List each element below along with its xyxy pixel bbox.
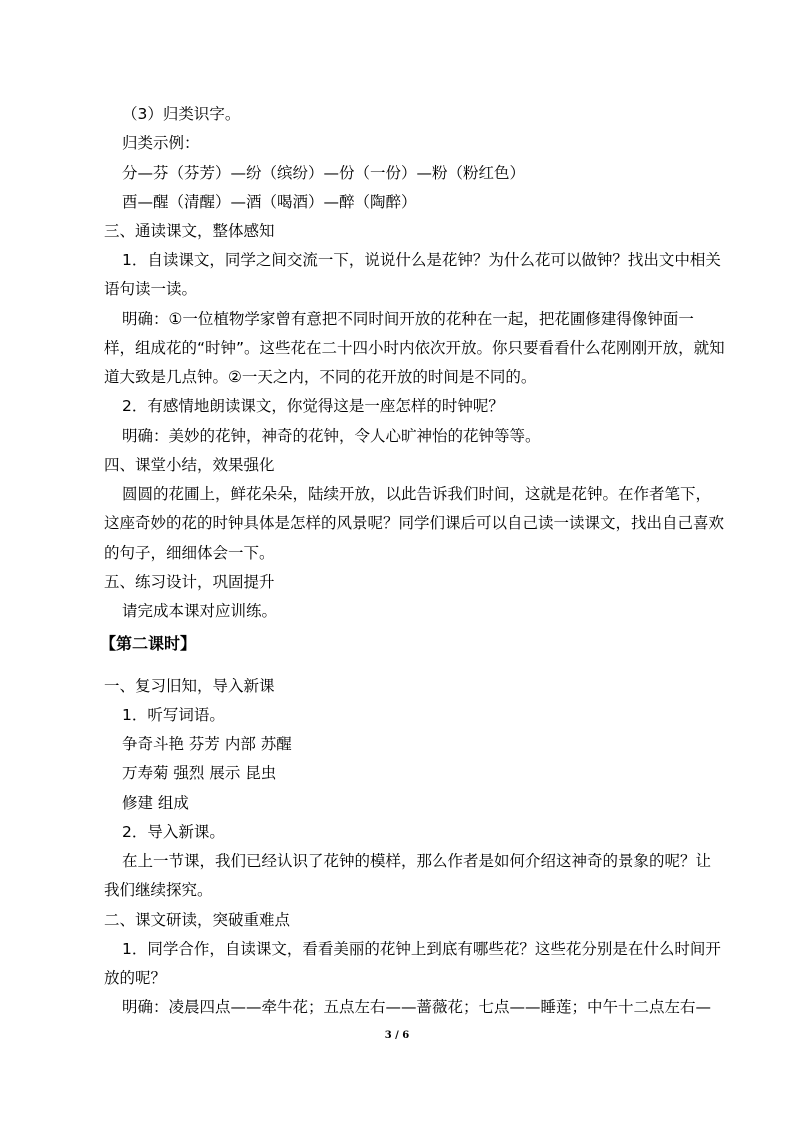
page-number: 3 / 6 [384, 1030, 410, 1041]
text-line: 2．导入新课。 [122, 823, 225, 841]
text-line: 我们继续探究。 [104, 881, 213, 899]
text-line: （3）归类识字。 [122, 105, 241, 123]
text-line: 明确：①一位植物学家曾有意把不同时间开放的花种在一起，把花圃修建得像钟面一 [122, 310, 694, 328]
text-line: 2．有感情地朗读课文，你觉得这是一座怎样的时钟呢？ [122, 397, 504, 415]
text-line: 语句读一读。 [104, 280, 198, 298]
text-line: 1．听写词语。 [122, 706, 225, 724]
text-line: 酉—醒（清醒）—酒（喝酒）—醉（陶醉） [122, 193, 417, 211]
text-line: 的句子，细细体会一下。 [104, 544, 275, 562]
text-line: 1．自读课文，同学之间交流一下，说说什么是花钟？为什么花可以做钟？找出文中相关 [122, 251, 721, 269]
vocab-line: 万寿菊 强烈 展示 昆虫 [122, 764, 277, 782]
text-line: 在上一节课，我们已经认识了花钟的模样，那么作者是如何介绍这神奇的景象的呢？让 [122, 852, 712, 870]
text-line: 圆圆的花圃上，鲜花朵朵，陆续开放，以此告诉我们时间，这就是花钟。在作者笔下， [122, 485, 712, 503]
text-line: 1．同学合作，自读课文，看看美丽的花钟上到底有哪些花？这些花分别是在什么时间开 [122, 940, 721, 958]
section-heading: 四、课堂小结，效果强化 [104, 456, 275, 474]
section-heading: 五、练习设计，巩固提升 [104, 573, 275, 591]
text-line: 明确：凌晨四点——牵牛花；五点左右——蔷薇花；七点——睡莲；中午十二点左右— [122, 998, 712, 1016]
section-heading: 三、通读课文，整体感知 [104, 222, 275, 240]
vocab-line: 修建 组成 [122, 794, 189, 812]
text-line: 明确：美妙的花钟，神奇的花钟，令人心旷神怡的花钟等等。 [122, 427, 541, 445]
section-heading: 二、课文研读，突破重难点 [104, 911, 291, 929]
text-line: 放的呢？ [104, 969, 167, 987]
text-line: 这座奇妙的花的时钟具体是怎样的风景呢？同学们课后可以自己读一读课文，找出自己喜欢 [104, 514, 725, 532]
text-line: 道大致是几点钟。②一天之内，不同的花开放的时间是不同的。 [104, 368, 537, 386]
section-heading: 一、复习旧知，导入新课 [104, 677, 275, 695]
text-line: 请完成本课对应训练。 [122, 602, 278, 620]
text-line: 样，组成花的“时钟”。这些花在二十四小时内依次开放。你只要看看什么花刚刚开放，就知 [104, 339, 725, 357]
lesson-heading: 【第二课时】 [100, 634, 197, 653]
vocab-line: 争奇斗艳 芬芳 内部 苏醒 [122, 735, 292, 753]
text-line: 分—芬（芬芳）—纷（缤纷）—份（一份）—粉（粉红色） [122, 164, 526, 182]
text-line: 归类示例： [122, 134, 200, 152]
